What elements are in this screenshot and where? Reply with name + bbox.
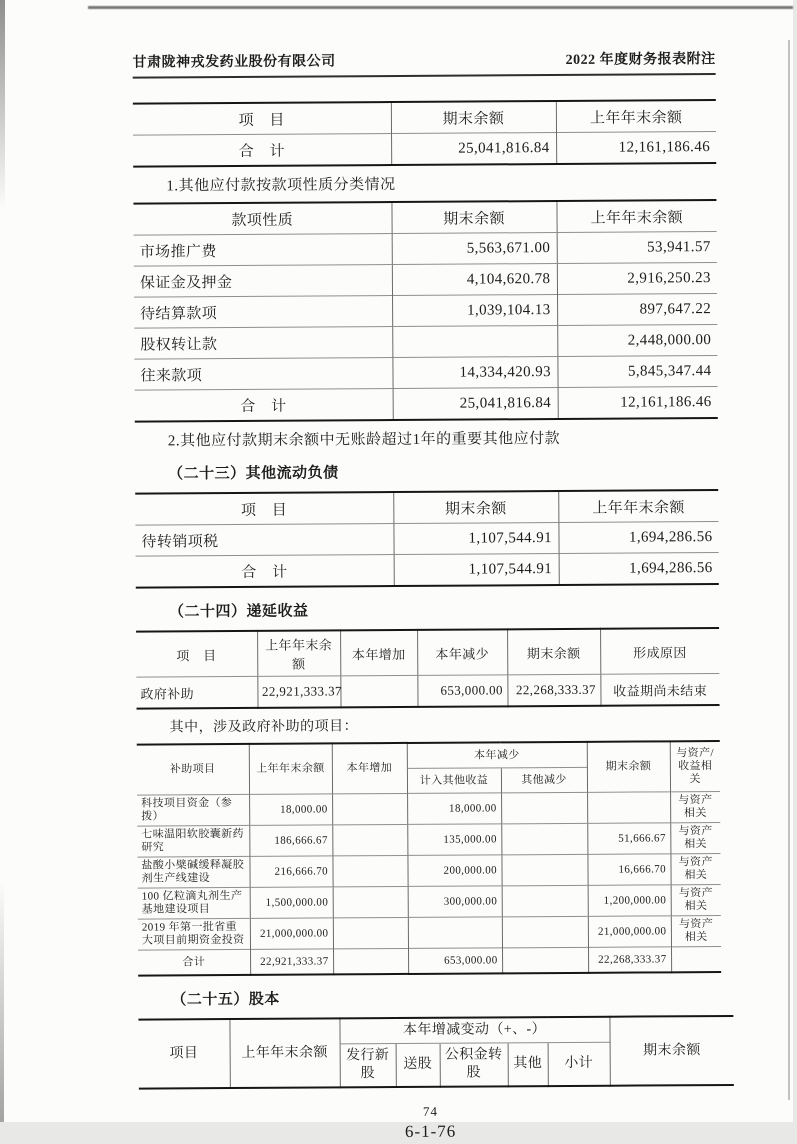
table-row bbox=[136, 674, 719, 709]
cell: 653,000.00 bbox=[408, 948, 502, 974]
column-header: 期末余额 bbox=[391, 101, 556, 134]
column-header: 本年增加 bbox=[340, 630, 417, 676]
company-name: 甘肃陇神戎发药业股份有限公司 bbox=[132, 54, 336, 71]
cell: 与资产相关 bbox=[671, 916, 721, 947]
note-aging: 2.其他应付款期末余额中无账龄超过1年的重要其他应付款 bbox=[167, 431, 561, 450]
table-row bbox=[134, 232, 717, 267]
cell: 1,200,000.00 bbox=[588, 885, 671, 917]
cell: 216,666.70 bbox=[249, 856, 332, 888]
cell: 200,000.00 bbox=[407, 855, 501, 887]
note-government-grants: 其中，涉及政府补助的项目： bbox=[169, 719, 359, 736]
cell: 合 计 bbox=[133, 134, 391, 167]
cell bbox=[587, 792, 670, 824]
column-header: 期末余额 bbox=[587, 741, 670, 792]
cell bbox=[332, 824, 407, 855]
column-header-group: 本年减少 bbox=[407, 742, 587, 769]
cell: 100 亿粒滴丸剂生产基地建设项目 bbox=[138, 887, 250, 919]
table-total-row bbox=[138, 947, 721, 976]
cell: 18,000.00 bbox=[249, 794, 332, 826]
table-row bbox=[134, 356, 717, 391]
column-header: 与资产/收益相关 bbox=[670, 741, 720, 792]
cell: 待结算款项 bbox=[134, 296, 392, 329]
note-classification: 1.其他应付款按款项性质分类情况 bbox=[166, 177, 396, 195]
column-header: 小计 bbox=[548, 1042, 610, 1086]
cell bbox=[332, 855, 407, 886]
report-title: 2022 年度财务报表附注 bbox=[565, 52, 716, 68]
column-header: 公积金转股 bbox=[440, 1043, 508, 1087]
column-header: 款项性质 bbox=[231, 212, 294, 229]
column-header: 期末余额 bbox=[507, 629, 600, 675]
cell: 25,041,816.84 bbox=[393, 388, 558, 421]
cell: 14,334,420.93 bbox=[392, 357, 557, 389]
column-header: 上年年末余额 bbox=[558, 490, 718, 522]
cell bbox=[501, 854, 587, 886]
cell: 22,921,333.37 bbox=[257, 676, 340, 708]
cell: 22,268,333.37 bbox=[588, 947, 671, 973]
column-header: 期末余额 bbox=[609, 1016, 733, 1086]
column-header: 其他 bbox=[508, 1043, 548, 1087]
column-header: 计入其他收益 bbox=[407, 768, 501, 794]
cell: 1,107,544.91 bbox=[393, 523, 558, 555]
cell bbox=[502, 947, 588, 973]
other-payables-total-table bbox=[133, 99, 716, 168]
cell bbox=[408, 917, 502, 949]
cell: 收益期尚未结束 bbox=[600, 674, 719, 706]
column-header: 其他减少 bbox=[501, 767, 587, 793]
cell: 5,563,671.00 bbox=[392, 233, 557, 265]
other-current-liabilities-table bbox=[135, 489, 719, 589]
cell: 1,107,544.91 bbox=[394, 554, 559, 587]
table-row bbox=[137, 792, 720, 827]
cell: 51,666.67 bbox=[587, 823, 670, 855]
cell: 保证金及押金 bbox=[134, 265, 392, 298]
cell: 22,921,333.37 bbox=[250, 949, 333, 975]
payables-by-nature-table bbox=[133, 199, 717, 423]
column-header: 送股 bbox=[396, 1043, 440, 1087]
cell: 21,000,000.00 bbox=[250, 918, 333, 950]
cell bbox=[671, 947, 721, 973]
cell: 与资产相关 bbox=[670, 854, 720, 885]
page-content bbox=[0, 99, 797, 1144]
document-code: 6-1-76 bbox=[404, 1121, 457, 1141]
cell: 与资产相关 bbox=[670, 823, 720, 854]
cell: 2,916,250.23 bbox=[557, 263, 717, 295]
table-row bbox=[137, 854, 720, 889]
table-row bbox=[138, 916, 721, 951]
cell: 待转销项税 bbox=[135, 524, 393, 557]
cell: 18,000.00 bbox=[407, 793, 501, 825]
cell bbox=[501, 823, 587, 855]
column-header: 补助项目 bbox=[169, 763, 216, 776]
cell: 2019 年第一批省重大项目前期资金投资 bbox=[138, 918, 250, 950]
cell: 653,000.00 bbox=[417, 675, 507, 707]
column-header: 上年年末余额 bbox=[556, 100, 716, 132]
cell bbox=[340, 675, 417, 707]
cell bbox=[392, 326, 557, 358]
cell: 合 计 bbox=[136, 555, 394, 588]
column-header: 发行新股 bbox=[340, 1044, 396, 1088]
cell: 合计 bbox=[138, 949, 250, 975]
deferred-income-table bbox=[136, 627, 719, 710]
government-grant-projects-table bbox=[137, 740, 721, 977]
table-row bbox=[138, 885, 721, 920]
cell: 1,694,286.56 bbox=[558, 522, 718, 554]
cell: 12,161,186.46 bbox=[556, 132, 716, 164]
column-header: 项目 bbox=[169, 1045, 199, 1061]
cell bbox=[332, 793, 407, 824]
table-header-row bbox=[133, 200, 716, 235]
cell: 1,694,286.56 bbox=[559, 553, 719, 585]
cell: 科技项目资金（参拨） bbox=[137, 794, 249, 826]
cell: 与资产相关 bbox=[671, 885, 721, 916]
cell bbox=[333, 917, 408, 948]
cell: 1,039,104.13 bbox=[392, 295, 557, 327]
column-header: 项 目 bbox=[238, 112, 285, 129]
column-header-group: 本年增减变动（+、-） bbox=[339, 1017, 609, 1044]
column-header: 上年年末余额 bbox=[556, 200, 716, 232]
cell: 往来款项 bbox=[134, 358, 392, 391]
cell: 897,647.22 bbox=[557, 294, 717, 326]
cell: 2,448,000.00 bbox=[557, 325, 717, 357]
column-header: 项 目 bbox=[176, 647, 217, 663]
cell: 135,000.00 bbox=[407, 824, 501, 856]
table-total-row bbox=[136, 553, 719, 588]
cell: 盐酸小檗碱缓释凝胶剂生产线建设 bbox=[137, 856, 249, 888]
cell: 53,941.57 bbox=[557, 232, 717, 264]
cell: 300,000.00 bbox=[408, 886, 502, 918]
cell: 4,104,620.78 bbox=[392, 264, 557, 296]
cell: 25,041,816.84 bbox=[391, 133, 556, 166]
cell bbox=[502, 916, 588, 948]
share-capital-table bbox=[138, 1015, 733, 1090]
table-header-row bbox=[138, 1016, 733, 1045]
column-header: 上年年末余额 bbox=[249, 743, 332, 794]
cell: 186,666.67 bbox=[249, 825, 332, 857]
table-row bbox=[135, 522, 718, 557]
table-header-row bbox=[136, 628, 719, 677]
cell bbox=[502, 885, 588, 917]
cell: 21,000,000.00 bbox=[588, 916, 671, 948]
cell bbox=[333, 948, 408, 974]
column-header: 本年增加 bbox=[332, 743, 407, 794]
table-header-row bbox=[135, 490, 718, 525]
cell bbox=[501, 792, 587, 824]
column-header: 上年年末余额 bbox=[257, 630, 340, 676]
cell: 合 计 bbox=[135, 389, 393, 422]
column-header: 项 目 bbox=[240, 502, 288, 519]
cell: 政府补助 bbox=[136, 676, 257, 708]
document-header bbox=[133, 48, 716, 79]
table-row bbox=[134, 325, 717, 360]
section-title-25: （二十五）股本 bbox=[171, 991, 280, 1009]
cell: 16,666.70 bbox=[587, 854, 670, 886]
cell: 22,268,333.37 bbox=[507, 674, 600, 706]
cell: 市场推广费 bbox=[134, 234, 392, 267]
section-title-24: （二十四）递延收益 bbox=[168, 603, 309, 621]
page-footer bbox=[139, 1102, 722, 1144]
section-title-23: （二十三）其他流动负债 bbox=[168, 465, 339, 483]
cell: 1,500,000.00 bbox=[250, 887, 333, 919]
cell: 12,161,186.46 bbox=[558, 387, 718, 419]
table-row bbox=[134, 294, 717, 329]
column-header: 期末余额 bbox=[393, 491, 558, 524]
cell: 七味温阳软胶囊新药研究 bbox=[137, 825, 249, 857]
table-total-row bbox=[135, 387, 718, 422]
column-header: 形成原因 bbox=[600, 628, 719, 674]
table-header-row bbox=[133, 100, 716, 135]
table-header-row bbox=[137, 741, 720, 770]
column-header: 期末余额 bbox=[391, 201, 556, 234]
page-number: 74 bbox=[422, 1103, 439, 1119]
column-header: 上年年末余额 bbox=[229, 1018, 339, 1088]
cell: 股权转让款 bbox=[134, 327, 392, 360]
cell: 5,845,347.44 bbox=[557, 356, 717, 388]
table-row bbox=[137, 823, 720, 858]
cell bbox=[333, 886, 408, 917]
table-row bbox=[133, 132, 716, 167]
column-header: 本年减少 bbox=[417, 629, 507, 675]
table-row bbox=[134, 263, 717, 298]
cell: 与资产相关 bbox=[670, 792, 720, 823]
